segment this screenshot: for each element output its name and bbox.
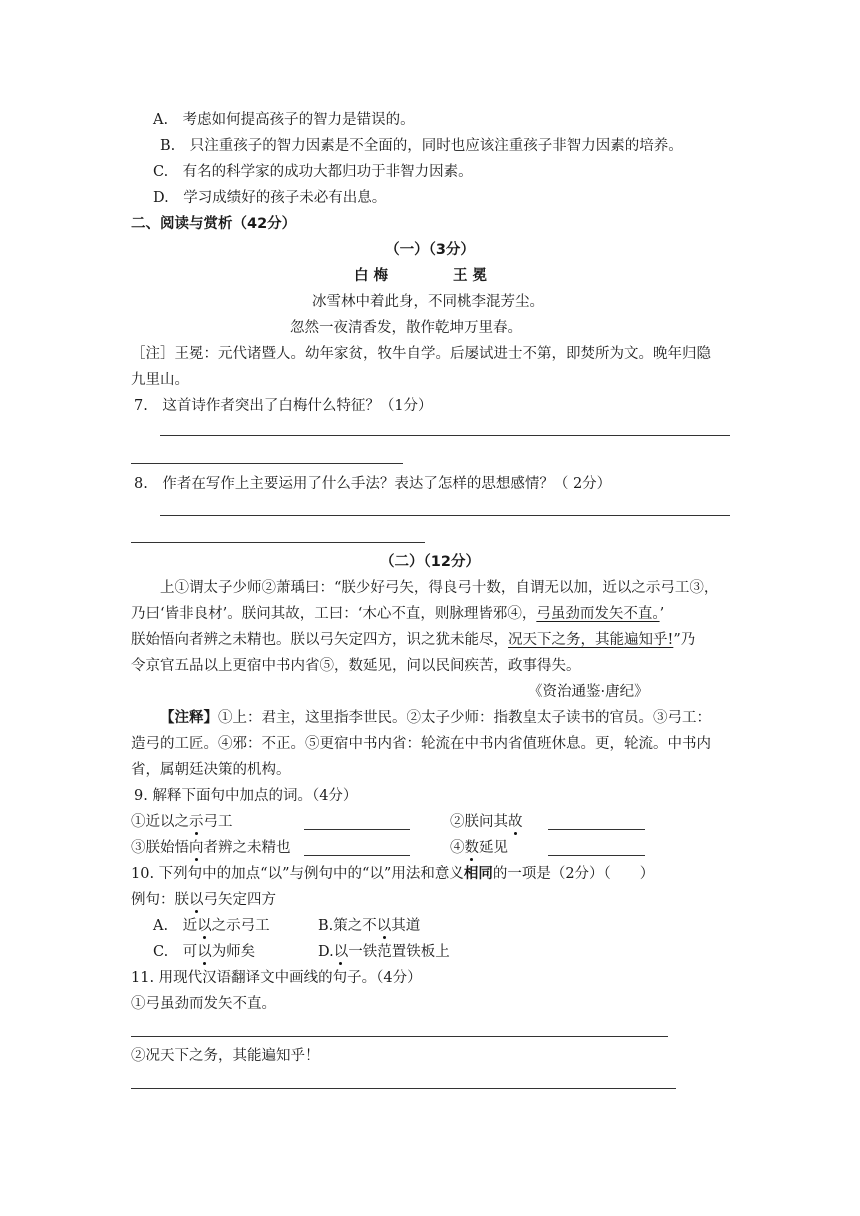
dotted-char: 以 [189,892,204,908]
dotted-char: 以 [197,944,212,960]
section-title: 二、阅读与赏析（42分） [131,216,297,232]
q10-option-a: A. 近以之示弓工 [153,918,270,934]
annotation-line-3: 省，属朝廷决策的机构。 [131,762,291,778]
question-9: 9. 解释下面句中加点的词。（4分） [134,788,358,804]
passage-line-1: 上①谓太子少师②萧瑀曰：“朕少好弓矢，得良弓十数，自谓无以加，近以之示弓工③， [160,580,719,596]
dotted-char: 示 [189,814,204,830]
dotted-char: 以 [376,918,392,934]
answer-blank[interactable] [548,855,645,856]
answer-line[interactable] [131,1036,668,1037]
q9-item-4: ④数延见 [450,840,508,856]
underlined-sentence-2: 况天下之务，其能遍知乎! [508,632,674,648]
option-a: A. 考虑如何提高孩子的智力是错误的。 [153,112,415,128]
q10-option-d: D.以一铁范置铁板上 [318,944,450,960]
part2-heading: （二）（12分） [380,554,480,570]
answer-blank[interactable] [548,829,645,830]
emphasis-text: 相同 [463,866,493,882]
poem-line-1: 冰雪林中着此身，不同桃李混芳尘。 [312,294,544,310]
answer-blank[interactable] [304,829,410,830]
annotation-line-2: 造弓的工匠。④邪：不正。⑤更宿中书内省：轮流在中书内省值班休息。更，轮流。中书内 [131,736,711,752]
question-10: 10. 下列句中的加点“以”与例句中的“以”用法和意义相同的一项是（2分）（ ） [131,866,655,882]
q9-item-2: ②朕问其故 [450,814,523,830]
q9-item-1: ①近以之示弓工 [131,814,233,830]
annotation-label: 【注释】 [160,710,218,726]
option-b: B. 只注重孩子的智力因素是不全面的，同时也应该注重孩子非智力因素的培养。 [160,138,683,154]
poem-note-line-1: ［注］王冕：元代诸暨人。幼年家贫，牧牛自学。后屡试进士不第，即焚所为文。晚年归隐 [131,346,711,362]
q11-sentence-1: ①弓虽劲而发矢不直。 [131,996,276,1012]
question-11: 11. 用现代汉语翻译文中画线的句子。（4分） [131,970,422,986]
dotted-char: 向 [189,840,204,856]
q10-example: 例句：朕以弓矢定四方 [131,892,276,908]
passage-line-4: 令京官五品以上更宿中书内省⑤，数延见，问以民间疾苦，政事得失。 [131,658,581,674]
option-c: C. 有名的科学家的成功大都归功于非智力因素。 [153,164,473,180]
dotted-char: 故 [508,814,523,830]
q10-option-c: C. 可以为师矣 [153,944,256,960]
part1-heading: （一）（3分） [385,242,475,258]
dotted-char: 数 [464,840,479,856]
annotation-line-1: 【注释】①上：君主，这里指李世民。②太子少师：指教皇太子读书的官员。③弓工： [160,710,711,726]
q11-sentence-2: ②况天下之务，其能遍知乎！ [131,1048,320,1064]
answer-line [160,515,730,516]
question-7: 7. 这首诗作者突出了白梅什么特征？（1分） [134,398,433,414]
answer-line [131,542,425,543]
poem-note-line-2: 九里山。 [131,372,189,388]
passage-source: 《资治通鉴·唐纪》 [528,684,649,700]
passage-line-3: 朕始悟向者辨之未精也。朕以弓矢定四方，识之犹未能尽，况天下之务，其能遍知乎!”乃 [131,632,696,648]
q10-option-b: B.策之不以其道 [318,918,421,934]
answer-line [160,435,730,436]
dotted-char: 以 [333,944,349,960]
underlined-sentence-1: 弓虽劲而发矢不直。 [536,606,660,622]
poem-author: 王 冕 [453,268,488,284]
q9-item-3: ③朕始悟向者辨之未精也 [131,840,291,856]
option-d: D. 学习成绩好的孩子未必有出息。 [153,190,387,206]
dotted-char: 以 [197,918,212,934]
question-8: 8. 作者在写作上主要运用了什么手法？表达了怎样的思想感情？（ 2分） [134,476,612,492]
answer-line [131,463,403,464]
poem-title: 白 梅 [354,268,389,284]
poem-line-2: 忽然一夜清香发，散作乾坤万里春。 [290,320,522,336]
passage-line-2: 乃曰‘皆非良材’。朕问其故，工曰：‘木心不直，则脉理皆邪④，弓虽劲而发矢不直。’ [131,606,665,622]
answer-blank[interactable] [304,855,410,856]
answer-line[interactable] [131,1088,676,1089]
